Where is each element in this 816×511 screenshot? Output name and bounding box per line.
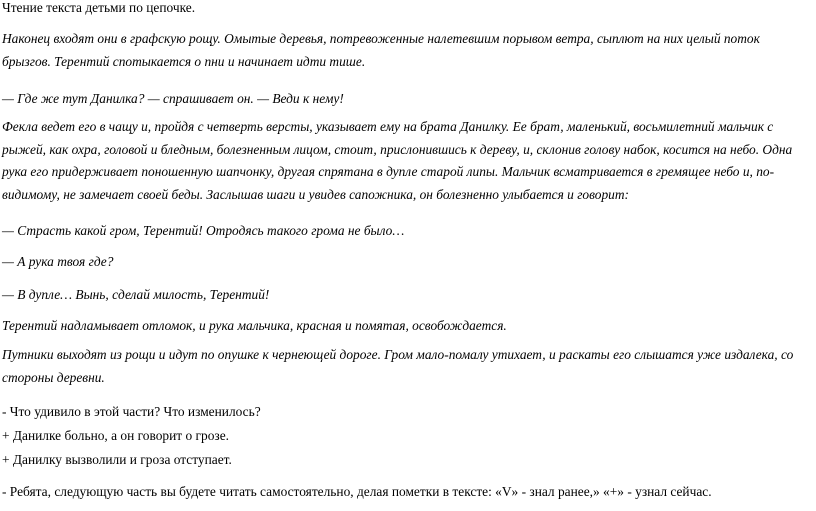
story-dialogue-1: — Где же тут Данилка? — спрашивает он. — Веди к нему! [2,91,344,106]
instruction-line: - Ребята, следующую часть вы будете читать самостоятельно, делая пометки в тексте: «V» - знал ранее,» «+» - узнал сейчас. [2,484,712,499]
story-paragraph-2: Фекла ведет его в чащу и, пройдя с четверть версты, указывает ему на брата Данилку. Ее брат, маленький, восьмилетний мальчик с рыжей, как охра, головой и бледным, болезненным лицом, стоит, прислонившись к дереву, и, склонив голову набок, косится на небо. Одна рука его придерживает поношенную шапчонку, другая спрятана в дупле старой липы. Мальчик всматривается в гремящее небо и, по-видимому, не замечает своей беды. Заслышав шаги и увидев сапожника, он болезненно улыбается и говорит: [2,119,793,202]
story-dialogue-4: — В дупле… Вынь, сделай милость, Терентий! [2,287,270,302]
answer-line-1: + Данилке больно, а он говорит о грозе. [2,428,229,443]
document-heading: Чтение текста детьми по цепочке. [2,0,196,15]
story-paragraph-1: Наконец входят они в графскую рощу. Омытые деревья, потревоженные налетевшим порывом ветра, сыплют на них целый поток брызгов. Терентий спотыкается о пни и начинает идти тише. [2,31,760,69]
story-paragraph-3: Терентий надламывает отломок, и рука мальчика, красная и помятая, освобождается. [2,318,507,333]
question-line: - Что удивило в этой части? Что изменилось? [2,404,261,419]
answer-line-2: + Данилку вызволили и гроза отступает. [2,452,232,467]
story-dialogue-3: — А рука твоя где? [2,254,114,269]
story-paragraph-4: Путники выходят из рощи и идут по опушке к чернеющей дороге. Гром мало-помалу утихает, и раскаты его слышатся уже издалека, со стороны деревни. [2,347,794,385]
story-dialogue-2: — Страсть какой гром, Терентий! Отродясь такого грома не было… [2,223,405,238]
